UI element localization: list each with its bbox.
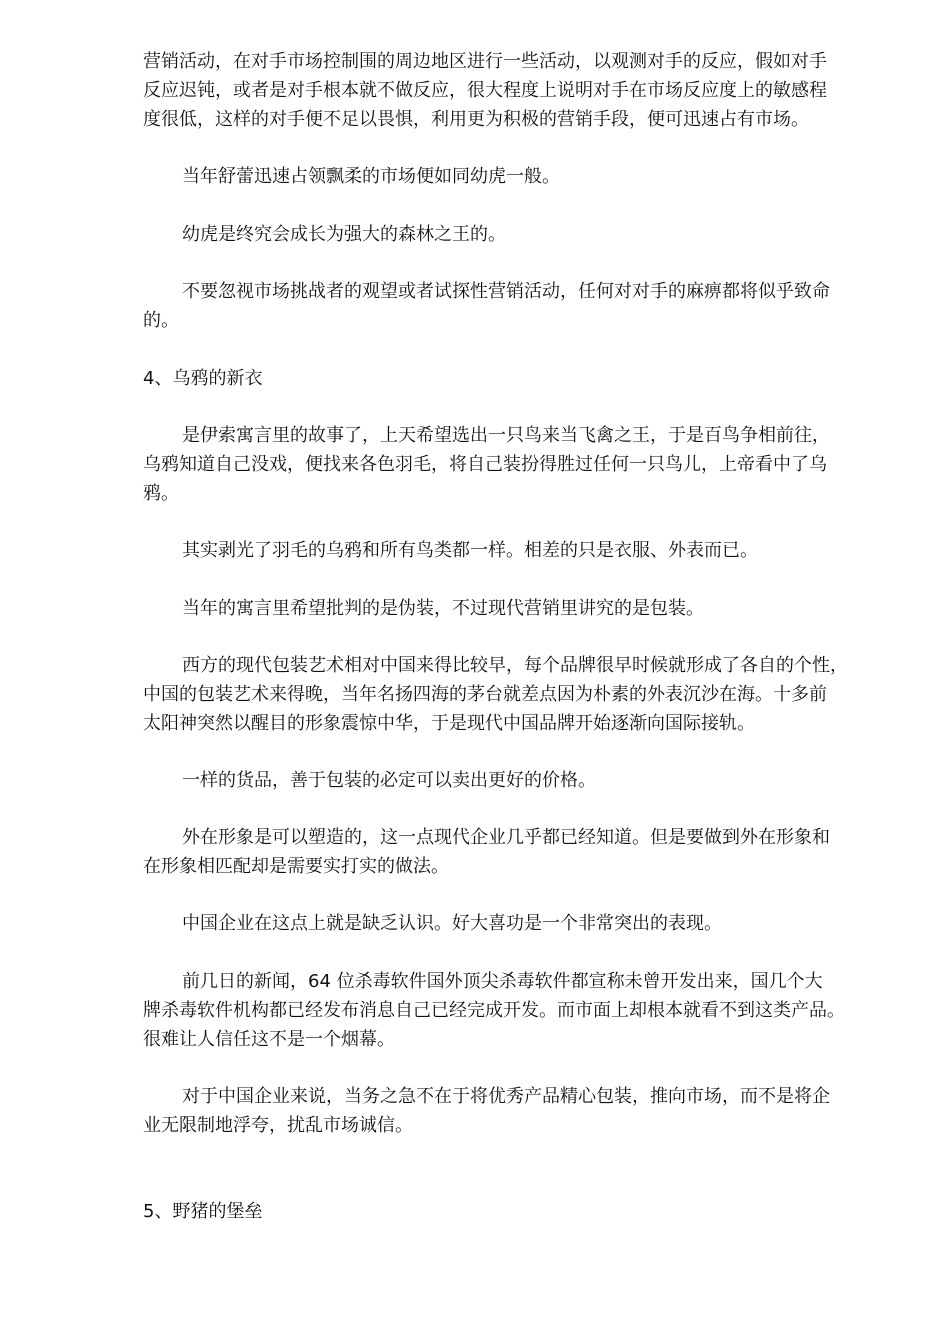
text-line: 很难让人信任这不是一个烟幕。 (143, 1029, 395, 1050)
section-title: 4、乌鸦的新衣 (143, 368, 263, 389)
text-line: 太阳神突然以醒目的形象震惊中华，于是现代中国品牌开始逐渐向国际接轨。 (143, 713, 755, 734)
text-line: 一样的货品，善于包装的必定可以卖出更好的价格。 (182, 770, 596, 791)
paragraph-feathers (143, 536, 888, 565)
text-line: 在形象相匹配却是需要实打实的做法。 (143, 856, 449, 877)
paragraph-external-image (143, 823, 888, 881)
text-line: 营销活动，在对手市场控制围的周边地区进行一些活动，以观测对手的反应，假如对手 (143, 51, 827, 72)
text-line: 当年舒蕾迅速占领飘柔的市场便如同幼虎一般。 (182, 166, 560, 187)
section-heading-4 (143, 364, 888, 393)
paragraph-priority (143, 1082, 888, 1140)
paragraph-western-packaging (143, 651, 888, 738)
text-line: 中国的包装艺术来得晚，当年名扬四海的茅台就差点因为朴素的外表沉沙在海。十多前 (143, 684, 827, 705)
text-line: 不要忽视市场挑战者的观望或者试探性营销活动，任何对对手的麻痹都将似乎致命 (182, 281, 830, 302)
text-line: 反应迟钝，或者是对手根本就不做反应，很大程度上说明对手在市场反应度上的敏感程 (143, 80, 827, 101)
text-line: 鸦。 (143, 483, 179, 504)
text-line: 西方的现代包装艺术相对中国来得比较早，每个品牌很早时候就形成了各自的个性， (182, 655, 848, 676)
text-line: 其实剥光了羽毛的乌鸦和所有鸟类都一样。相差的只是衣服、外表而已。 (182, 540, 758, 561)
text-line: 对于中国企业来说，当务之急不在于将优秀产品精心包装，推向市场，而不是将企 (182, 1086, 830, 1107)
paragraph-lack-awareness (143, 909, 888, 938)
paragraph-young-tiger (143, 220, 888, 249)
paragraph-antivirus-news (143, 967, 888, 1054)
text-line: 牌杀毒软件机构都已经发布消息自己已经完成开发。而市面上却根本就看不到这类产品。 (143, 1000, 845, 1021)
text-line: 外在形象是可以塑造的，这一点现代企业几乎都已经知道。但是要做到外在形象和 (182, 827, 830, 848)
paragraph-market-response (143, 47, 888, 134)
text-line: 前几日的新闻，64 位杀毒软件国外顶尖杀毒软件都宣称未曾开发出来，国几个大 (182, 971, 823, 992)
text-line: 当年的寓言里希望批判的是伪装，不过现代营销里讲究的是包装。 (182, 598, 704, 619)
text-line: 度很低，这样的对手便不足以畏惧，利用更为积极的营销手段，便可迅速占有市场。 (143, 109, 809, 130)
text-line: 中国企业在这点上就是缺乏认识。好大喜功是一个非常突出的表现。 (182, 913, 722, 934)
paragraph-packaging (143, 594, 888, 623)
paragraph-aesop (143, 421, 888, 508)
text-line: 幼虎是终究会成长为强大的森林之王的。 (182, 224, 506, 245)
text-line: 业无限制地浮夸，扰乱市场诚信。 (143, 1115, 413, 1136)
text-line: 的。 (143, 310, 179, 331)
text-line: 乌鸦知道自己没戏，便找来各色羽毛，将自己装扮得胜过任何一只鸟儿，上帝看中了乌 (143, 454, 827, 475)
paragraph-shulei (143, 162, 888, 191)
paragraph-do-not-ignore (143, 277, 888, 335)
text-line: 是伊索寓言里的故事了，上天希望选出一只鸟来当飞禽之王，于是百鸟争相前往， (182, 425, 830, 446)
paragraph-same-goods (143, 766, 888, 795)
section-heading-5 (143, 1197, 888, 1226)
section-title: 5、野猪的堡垒 (143, 1201, 263, 1222)
